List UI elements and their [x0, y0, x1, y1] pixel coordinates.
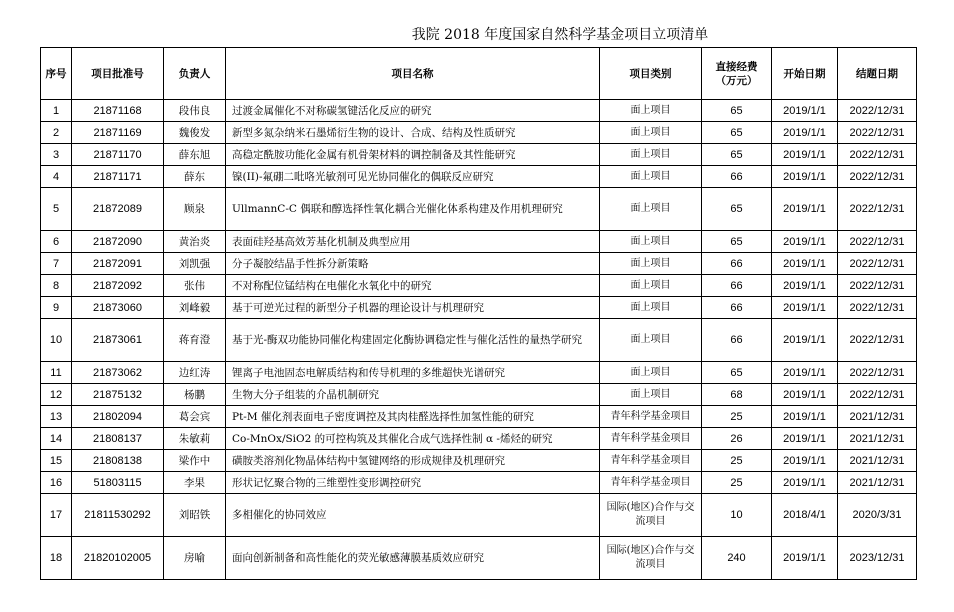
- cell-funding: 65: [702, 122, 772, 144]
- cell-category: 面上项目: [600, 100, 702, 122]
- table-row: [41, 406, 917, 428]
- cell-seq: 3: [41, 144, 72, 166]
- cell-category: 面上项目: [600, 253, 702, 275]
- cell-approval: 51803115: [72, 472, 164, 494]
- cell-funding: 25: [702, 472, 772, 494]
- cell-name: 分子凝胶结晶手性拆分新策略: [226, 253, 600, 275]
- cell-funding: 66: [702, 275, 772, 297]
- cell-start: 2019/1/1: [772, 297, 838, 319]
- cell-start: 2019/1/1: [772, 319, 838, 362]
- cell-end: 2022/12/31: [838, 297, 917, 319]
- cell-seq: 4: [41, 166, 72, 188]
- cell-name: 过渡金属催化不对称碳氢键活化反应的研究: [226, 100, 600, 122]
- cell-category: 青年科学基金项目: [600, 428, 702, 450]
- cell-seq: 15: [41, 450, 72, 472]
- header-name: 项目名称: [226, 48, 600, 100]
- cell-category: 面上项目: [600, 275, 702, 297]
- cell-start: 2019/1/1: [772, 537, 838, 580]
- cell-funding: 65: [702, 188, 772, 231]
- table-row: [41, 253, 917, 275]
- cell-approval: 21802094: [72, 406, 164, 428]
- cell-start: 2019/1/1: [772, 231, 838, 253]
- cell-end: 2021/12/31: [838, 406, 917, 428]
- cell-category: 青年科学基金项目: [600, 406, 702, 428]
- cell-end: 2021/12/31: [838, 472, 917, 494]
- table-row: [41, 494, 917, 537]
- table-row: [41, 297, 917, 319]
- cell-name: UllmannC-C 偶联和醇选择性氧化耦合光催化体系构建及作用机理研究: [226, 188, 600, 231]
- cell-seq: 2: [41, 122, 72, 144]
- cell-seq: 8: [41, 275, 72, 297]
- table-row: [41, 472, 917, 494]
- cell-funding: 10: [702, 494, 772, 537]
- page-title: 我院 2018 年度国家自然科学基金项目立项清单: [411, 27, 709, 43]
- cell-leader: 朱敏莉: [164, 428, 226, 450]
- table-row: [41, 144, 917, 166]
- cell-end: 2022/12/31: [838, 253, 917, 275]
- cell-leader: 房喻: [164, 537, 226, 580]
- cell-end: 2022/12/31: [838, 319, 917, 362]
- cell-category: 面上项目: [600, 362, 702, 384]
- cell-funding: 68: [702, 384, 772, 406]
- cell-leader: 蒋育澄: [164, 319, 226, 362]
- cell-leader: 刘昭铁: [164, 494, 226, 537]
- cell-approval: 21871168: [72, 100, 164, 122]
- cell-approval: 21872091: [72, 253, 164, 275]
- cell-name: 多相催化的协同效应: [226, 494, 600, 537]
- cell-leader: 黄治炎: [164, 231, 226, 253]
- cell-start: 2019/1/1: [772, 100, 838, 122]
- header-funding-line1: 直接经费: [715, 60, 758, 73]
- cell-leader: 魏俊发: [164, 122, 226, 144]
- cell-seq: 17: [41, 494, 72, 537]
- cell-seq: 6: [41, 231, 72, 253]
- cell-start: 2019/1/1: [772, 275, 838, 297]
- cell-approval: 21875132: [72, 384, 164, 406]
- cell-approval: 21871169: [72, 122, 164, 144]
- cell-name: 基于光-酶双功能协同催化构建固定化酶协调稳定性与催化活性的量热学研究: [226, 319, 600, 362]
- cell-leader: 刘凯强: [164, 253, 226, 275]
- cell-category: 面上项目: [600, 319, 702, 362]
- cell-name: 新型多氮杂纳米石墨烯衍生物的设计、合成、结构及性质研究: [226, 122, 600, 144]
- cell-name: 高稳定酰胺功能化金属有机骨架材料的调控制备及其性能研究: [226, 144, 600, 166]
- cell-funding: 26: [702, 428, 772, 450]
- header-funding-line2: （万元）: [715, 74, 758, 87]
- cell-name: 镍(II)-氟硼二吡咯光敏剂可见光协同催化的偶联反应研究: [226, 166, 600, 188]
- cell-approval: 21808137: [72, 428, 164, 450]
- project-table: [40, 47, 917, 580]
- cell-funding: 66: [702, 319, 772, 362]
- cell-approval: 21811530292: [72, 494, 164, 537]
- table-row: [41, 275, 917, 297]
- cell-seq: 1: [41, 100, 72, 122]
- cell-seq: 10: [41, 319, 72, 362]
- cell-end: 2022/12/31: [838, 275, 917, 297]
- cell-end: 2022/12/31: [838, 188, 917, 231]
- cell-approval: 21872090: [72, 231, 164, 253]
- cell-approval: 21871170: [72, 144, 164, 166]
- cell-name: 不对称配位锰结构在电催化水氧化中的研究: [226, 275, 600, 297]
- cell-start: 2019/1/1: [772, 472, 838, 494]
- cell-approval: 21808138: [72, 450, 164, 472]
- cell-category: 面上项目: [600, 166, 702, 188]
- cell-funding: 25: [702, 450, 772, 472]
- header-approval: 项目批准号: [72, 48, 164, 100]
- table-row: [41, 319, 917, 362]
- cell-funding: 65: [702, 100, 772, 122]
- cell-name: 磺胺类溶剂化物晶体结构中氢键网络的形成规律及机理研究: [226, 450, 600, 472]
- cell-name: 表面硅羟基高效芳基化机制及典型应用: [226, 231, 600, 253]
- cell-start: 2019/1/1: [772, 428, 838, 450]
- cell-leader: 杨鹏: [164, 384, 226, 406]
- cell-category: 面上项目: [600, 188, 702, 231]
- header-leader: 负责人: [164, 48, 226, 100]
- cell-name: 生物大分子组装的介晶机制研究: [226, 384, 600, 406]
- cell-end: 2022/12/31: [838, 100, 917, 122]
- cell-start: 2019/1/1: [772, 166, 838, 188]
- cell-leader: 薛东: [164, 166, 226, 188]
- cell-start: 2019/1/1: [772, 188, 838, 231]
- cell-category: 面上项目: [600, 231, 702, 253]
- cell-name: 面向创新制备和高性能化的荧光敏感薄膜基质效应研究: [226, 537, 600, 580]
- table-row: [41, 428, 917, 450]
- cell-name: 基于可逆光过程的新型分子机器的理论设计与机理研究: [226, 297, 600, 319]
- cell-seq: 5: [41, 188, 72, 231]
- cell-end: 2021/12/31: [838, 450, 917, 472]
- cell-leader: 梁作中: [164, 450, 226, 472]
- cell-start: 2019/1/1: [772, 406, 838, 428]
- cell-name: Co-MnOx/SiO2 的可控构筑及其催化合成气选择性制 α -烯烃的研究: [226, 428, 600, 450]
- header-category: 项目类别: [600, 48, 702, 100]
- cell-seq: 11: [41, 362, 72, 384]
- table-row: [41, 362, 917, 384]
- cell-funding: 66: [702, 166, 772, 188]
- cell-leader: 刘峰毅: [164, 297, 226, 319]
- cell-end: 2022/12/31: [838, 384, 917, 406]
- cell-leader: 李果: [164, 472, 226, 494]
- cell-approval: 21871171: [72, 166, 164, 188]
- table-row: [41, 122, 917, 144]
- table-row: [41, 166, 917, 188]
- cell-seq: 7: [41, 253, 72, 275]
- cell-leader: 张伟: [164, 275, 226, 297]
- cell-seq: 18: [41, 537, 72, 580]
- table-row: [41, 537, 917, 580]
- cell-name: 形状记忆聚合物的三维塑性变形调控研究: [226, 472, 600, 494]
- header-end: 结题日期: [838, 48, 917, 100]
- cell-seq: 16: [41, 472, 72, 494]
- header-seq: 序号: [41, 48, 72, 100]
- cell-seq: 14: [41, 428, 72, 450]
- table-body: [41, 100, 917, 580]
- cell-approval: 21872092: [72, 275, 164, 297]
- cell-end: 2021/12/31: [838, 428, 917, 450]
- cell-end: 2022/12/31: [838, 144, 917, 166]
- cell-approval: 21873061: [72, 319, 164, 362]
- cell-end: 2022/12/31: [838, 231, 917, 253]
- cell-category: 青年科学基金项目: [600, 472, 702, 494]
- cell-name: 锂离子电池固态电解质结构和传导机理的多维超快光谱研究: [226, 362, 600, 384]
- table-row: [41, 100, 917, 122]
- cell-approval: 21872089: [72, 188, 164, 231]
- cell-leader: 顾泉: [164, 188, 226, 231]
- cell-category: 面上项目: [600, 122, 702, 144]
- cell-leader: 葛会宾: [164, 406, 226, 428]
- cell-category: 面上项目: [600, 297, 702, 319]
- cell-category: 面上项目: [600, 144, 702, 166]
- cell-start: 2019/1/1: [772, 384, 838, 406]
- cell-category: 面上项目: [600, 384, 702, 406]
- cell-funding: 66: [702, 297, 772, 319]
- cell-category: 国际(地区)合作与交流项目: [600, 537, 702, 580]
- cell-category: 青年科学基金项目: [600, 450, 702, 472]
- cell-funding: 25: [702, 406, 772, 428]
- cell-end: 2022/12/31: [838, 122, 917, 144]
- cell-funding: 65: [702, 362, 772, 384]
- cell-funding: 240: [702, 537, 772, 580]
- cell-start: 2019/1/1: [772, 362, 838, 384]
- cell-approval: 21873062: [72, 362, 164, 384]
- table-row: [41, 384, 917, 406]
- cell-start: 2019/1/1: [772, 122, 838, 144]
- cell-seq: 13: [41, 406, 72, 428]
- cell-start: 2018/4/1: [772, 494, 838, 537]
- cell-category: 国际(地区)合作与交流项目: [600, 494, 702, 537]
- cell-end: 2023/12/31: [838, 537, 917, 580]
- cell-seq: 9: [41, 297, 72, 319]
- table-row: [41, 188, 917, 231]
- cell-funding: 65: [702, 144, 772, 166]
- cell-start: 2019/1/1: [772, 144, 838, 166]
- table-row: [41, 450, 917, 472]
- cell-leader: 薛东旭: [164, 144, 226, 166]
- cell-funding: 65: [702, 231, 772, 253]
- table-header-row: [41, 48, 917, 100]
- cell-leader: 边红涛: [164, 362, 226, 384]
- table-row: [41, 231, 917, 253]
- cell-approval: 21820102005: [72, 537, 164, 580]
- cell-end: 2020/3/31: [838, 494, 917, 537]
- cell-end: 2022/12/31: [838, 362, 917, 384]
- header-start: 开始日期: [772, 48, 838, 100]
- cell-start: 2019/1/1: [772, 450, 838, 472]
- cell-approval: 21873060: [72, 297, 164, 319]
- cell-end: 2022/12/31: [838, 166, 917, 188]
- header-funding: [702, 48, 772, 100]
- cell-leader: 段伟良: [164, 100, 226, 122]
- cell-name: Pt-M 催化剂表面电子密度调控及其肉桂醛选择性加氢性能的研究: [226, 406, 600, 428]
- cell-start: 2019/1/1: [772, 253, 838, 275]
- cell-seq: 12: [41, 384, 72, 406]
- cell-funding: 66: [702, 253, 772, 275]
